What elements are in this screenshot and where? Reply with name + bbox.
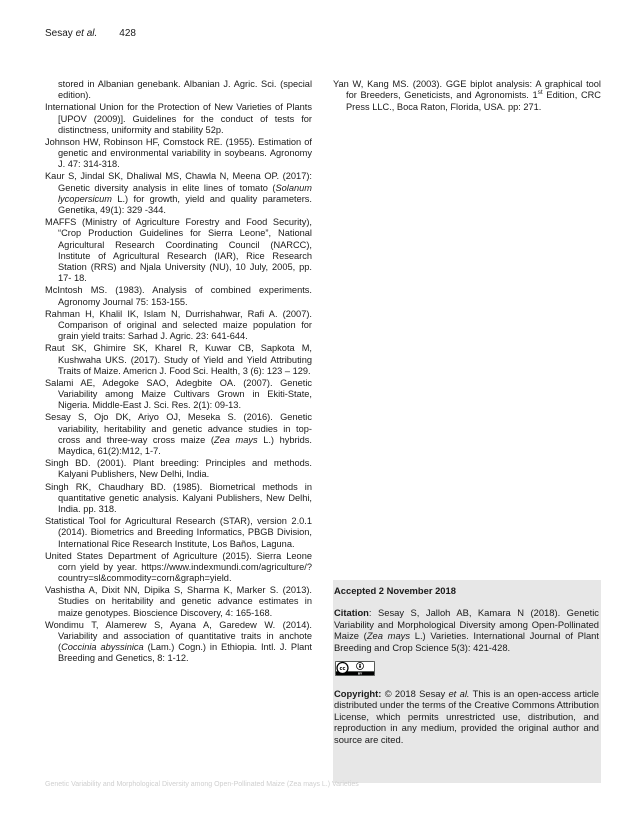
- reference-entry: [45, 79, 312, 102]
- reference-entry: [45, 285, 312, 308]
- reference-entry: [45, 620, 312, 665]
- by-label: BY: [357, 671, 363, 676]
- reference-entry: [45, 412, 312, 457]
- references-right-column: [333, 79, 601, 114]
- article-info-box: [333, 580, 601, 783]
- reference-entry: [45, 516, 312, 550]
- reference-entry: [45, 458, 312, 481]
- text-run: Johnson HW, Robinson HF, Comstock RE. (1955). Estimation of genetic and environmental variability in soybeans. Agronomy J. 47: 314-318.: [45, 136, 312, 170]
- text-run: (Lam.) Cogn.) in Ethiopia. Intl. J. Plant Breeding and Genetics, 8: 1-12.: [58, 642, 312, 664]
- text-run: Singh BD. (2001). Plant breeding: Principles and methods. Kalyani Publishers, New Delhi, India.: [45, 458, 312, 480]
- cc-symbol: cc: [339, 666, 346, 673]
- text-run: MAFFS (Ministry of Agriculture Forestry and Food Security), “Crop Production Guidelines for Sierra Leone”, National Agricultural Research Coordinating Council (NARCC), Institute of Agricultural Research (IAR), Rice Research Station (RRS) and Njala University (NU), 10 July, 2005, pp. 17- 18.: [45, 217, 312, 284]
- page-number: 428: [119, 28, 136, 39]
- reference-entry: [45, 343, 312, 377]
- copyright-label: Copyright:: [334, 688, 382, 700]
- text-run: McIntosh MS. (1983). Analysis of combined experiments. Agronomy Journal 75: 153-155.: [45, 285, 312, 307]
- text-run: stored in Albanian genebank. Albanian J. Agric. Sci. (special edition).: [58, 79, 312, 101]
- text-run: This is an open-access article distributed under the terms of the Creative Commons Attribution License, which permits unrestricted use, distribution, and reproduction in any medium, provided the original author and source are cited.: [334, 688, 599, 745]
- text-run: Kaur S, Jindal SK, Dhaliwal MS, Chawla N, Meena OP. (2017): Genetic diversity analysis in elite lines of tomato (: [45, 171, 312, 193]
- text-run: Yan W, Kang MS. (2003). GGE biplot analysis: A graphical tool for Breeders, Geneticists, and Agronomists. 1: [333, 79, 601, 101]
- reference-entry: [45, 378, 312, 412]
- cc-by-license-icon[interactable]: [335, 661, 375, 676]
- superscript-text: st: [537, 89, 543, 97]
- running-footer: Genetic Variability and Morphological Diversity among Open-Pollinated Maize (Zea mays L.) Varieties: [45, 781, 359, 788]
- reference-entry: [45, 551, 312, 585]
- reference-entry: [45, 585, 312, 619]
- reference-entry: [45, 482, 312, 516]
- references-left-column: [45, 79, 312, 666]
- copyright-text: [334, 688, 599, 745]
- accepted-date: Accepted 2 November 2018: [334, 585, 456, 596]
- text-run: Sesay S, Ojo DK, Ariyo OJ, Meseka S. (2016). Genetic variability, heritability and genetic advance studies in top-cross and three-way cross maize (: [45, 412, 312, 445]
- text-run: Vashistha A, Dixit NN, Dipika S, Sharma K, Marker S. (2013). Studies on heritability and genetic advance estimates in maize genotypes. Bioscience Discovery, 4: 165-168.: [45, 585, 312, 618]
- reference-entry: [45, 102, 312, 136]
- text-run: L.) for growth, yield and quality parameters. Genetika, 49(1): 329 -344.: [58, 193, 312, 216]
- text-run: L.) hybrids. Maydica, 61(2):M12, 1-7.: [58, 434, 312, 457]
- italic-text: Solanum lycopersicum: [58, 182, 312, 204]
- text-run: Statistical Tool for Agricultural Research (STAR), version 2.0.1 (2014). Biometrics and Breeding Informatics, PBGB Division, International Rice Research Institute, Los Baños, Laguna.: [45, 516, 312, 549]
- italic-text: Zea mays: [366, 630, 411, 642]
- text-run: United States Department of Agriculture (2015). Sierra Leone corn yield by year. https://www.indexmundi.com/agriculture/?country=sl&commodity=corn&graph=yield.: [45, 550, 312, 584]
- reference-entry: [333, 79, 601, 113]
- text-run: L.) Varieties. International Journal of Plant Breeding and Crop Science 5(3): 421-428.: [334, 630, 599, 653]
- text-run: Singh RK, Chaudhary BD. (1985). Biometrical methods in quantitative genetic analysis. Kalyani Publishers, New Delhi, India. pp. 318.: [45, 481, 312, 515]
- header-authors: Sesay et al.: [45, 28, 98, 39]
- reference-entry: [45, 171, 312, 216]
- text-run: Rahman H, Khalil IK, Islam N, Durrishahwar, Rafi A. (2007). Comparison of original and selected maize population for grain yield traits: Sarhad J. Agric. 23: 641-644.: [45, 308, 312, 342]
- italic-text: Coccinia abyssinica: [61, 642, 144, 653]
- text-run: International Union for the Protection of New Varieties of Plants [UPOV (2009)]. Guidelines for the conduct of tests for distinctness, uniformity and stability 52p.: [45, 102, 312, 135]
- text-run: Salami AE, Adegoke SAO, Adegbite OA. (2007). Genetic Variability among Maize Cultivars Grown in Ekiti-State, Nigeria. Middle-East J. Sci. Res. 2(1): 09-13.: [45, 377, 312, 411]
- reference-entry: [45, 137, 312, 171]
- text-run: : Sesay S, Jalloh AB, Kamara N (2018). Genetic Variability and Morphological Diversity among Open-Pollinated Maize (: [334, 607, 599, 642]
- text-run: Edition, CRC Press LLC., Boca Raton, Florida, USA. pp: 271.: [346, 90, 601, 112]
- reference-entry: [45, 217, 312, 285]
- italic-text: et al.: [448, 688, 470, 700]
- text-run: © 2018 Sesay: [381, 688, 449, 700]
- running-header: [45, 28, 136, 40]
- text-run: Wondimu T, Alamerew S, Ayana A, Garedew W. (2014). Variability and association of quantitative traits in anchote (: [45, 619, 312, 653]
- citation-label: Citation: [334, 607, 369, 619]
- text-run: Raut SK, Ghimire SK, Kharel R, Kuwar CB, Sapkota M, Kushwaha UKS. (2017). Study of Yield and Yield Attributing Traits of Maize. Americn J. Food Sci. Health, 3 (6): 123 – 129.: [45, 343, 312, 376]
- citation-text: [334, 607, 599, 653]
- italic-text: Zea mays: [213, 434, 258, 445]
- reference-entry: [45, 309, 312, 343]
